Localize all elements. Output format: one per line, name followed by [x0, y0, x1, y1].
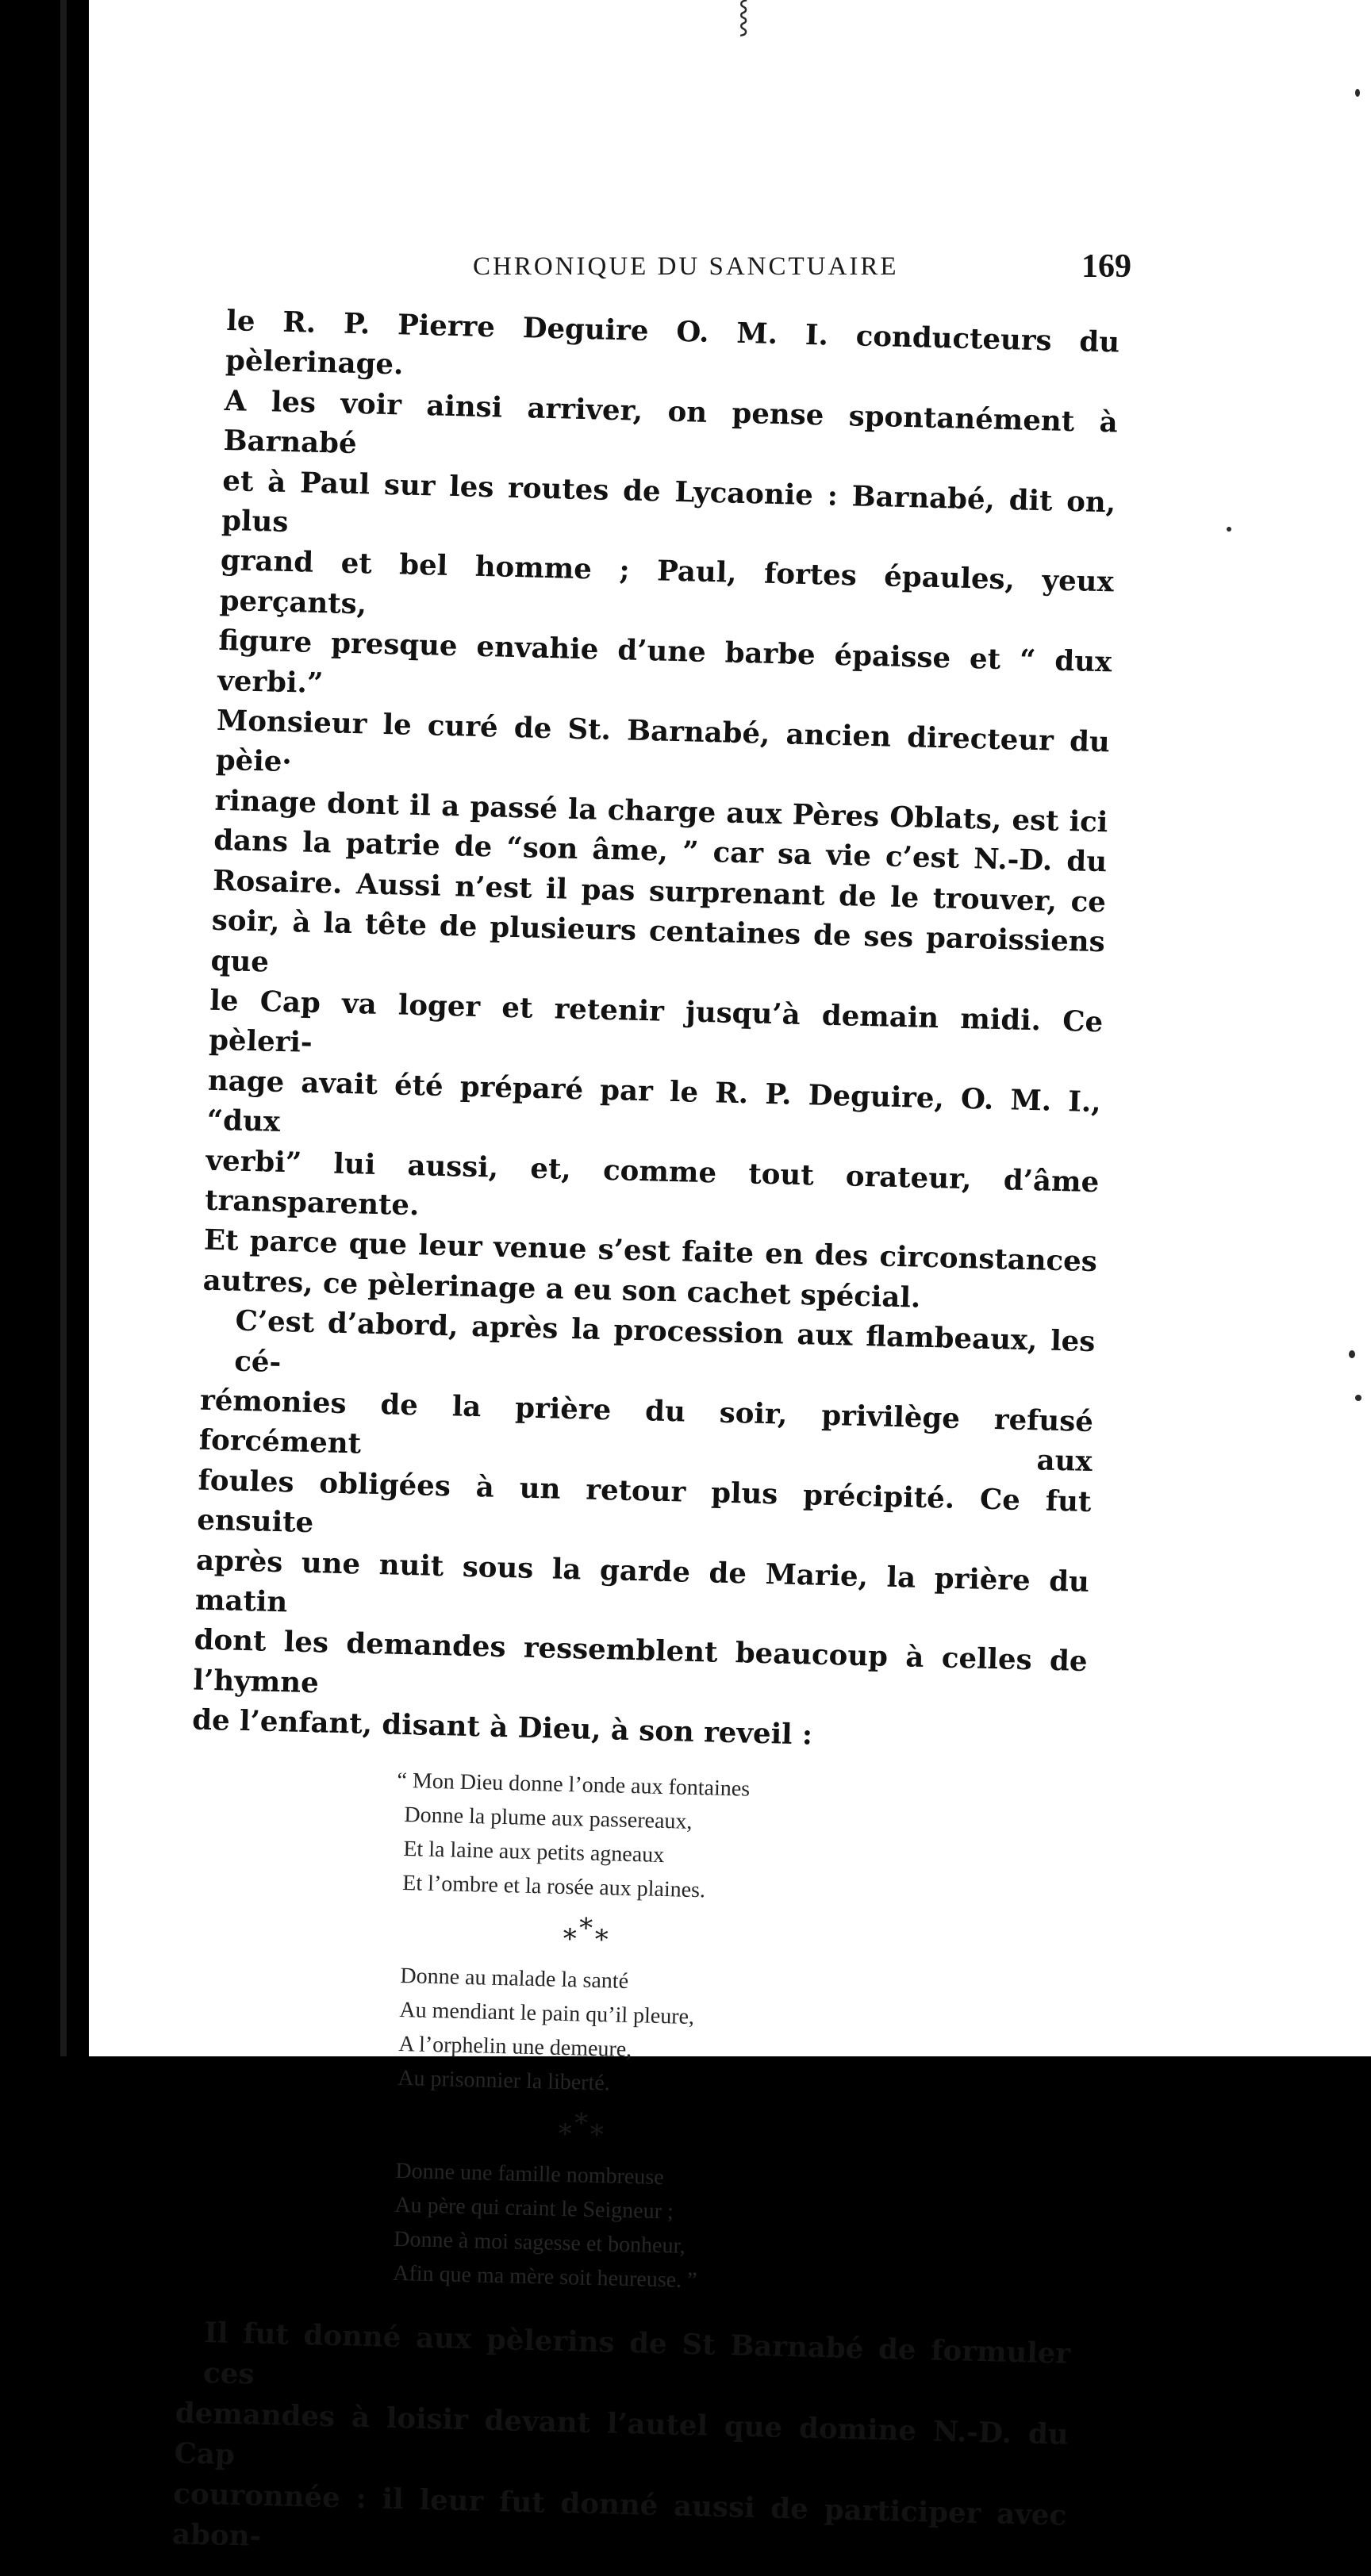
- asterisk: *: [563, 1922, 578, 1956]
- scan-speck: [1355, 1395, 1361, 1401]
- text-line: nage avait été préparé par le R. P. Deguire, O. M. I., “dux: [206, 1064, 1102, 1139]
- text-line: autres, ce pèlerinage a eu son cachet spécial.: [202, 1264, 921, 1315]
- text-line: et à Paul sur les routes de Lycaonie : Barnabé, dit on, plus: [221, 464, 1116, 539]
- page-header: [473, 248, 1131, 300]
- scan-speck: [1227, 527, 1231, 532]
- stanza-2: [390, 1958, 1080, 2111]
- asterisk: *: [558, 2117, 573, 2150]
- text-line: A les voir ainsi arriver, on pense spontanément à Barnabé: [223, 384, 1119, 461]
- running-title: CHRONIQUE DU SANCTUAIRE: [473, 252, 899, 281]
- page-edge-shadow: [60, 0, 67, 2056]
- stanza-1: [394, 1763, 1085, 1916]
- scan-speck: [1349, 1350, 1355, 1358]
- paragraph-1: [202, 301, 1119, 1323]
- text-line: Et parce que leur venue s’est faite en des circonstances: [203, 1223, 1098, 1279]
- hymn-quote: [385, 1763, 1085, 2306]
- asterisk: *: [574, 2107, 589, 2140]
- verse-line: A l’orphelin une demeure,: [398, 2031, 632, 2062]
- scan-speck: [1355, 89, 1360, 97]
- text-line: foules obligées à un retour plus précipité. Ce fut ensuite: [196, 1464, 1092, 1540]
- asterisk: *: [589, 2118, 605, 2151]
- page-number: 169: [1081, 248, 1131, 285]
- paragraph-2: [192, 1301, 1096, 1763]
- asterisk: *: [578, 1912, 593, 1944]
- text-line: Il fut donné aux pèlerins de St Barnabé de formuler ces: [202, 2316, 1071, 2391]
- verse-line: Et l’ombre et la rosée aux plaines.: [401, 1870, 706, 1902]
- text-line: Monsieur le curé de St. Barnabé, ancien directeur du pèie·: [215, 704, 1111, 779]
- body-text: [172, 301, 1120, 2576]
- asterism-divider: [393, 1912, 1081, 1964]
- text-line: grand et bel homme ; Paul, fortes épaules, yeux perçants,: [219, 544, 1115, 621]
- verse-line: Au mendiant le pain qu’il pleure,: [399, 1997, 695, 2029]
- asterism-divider: [388, 2107, 1076, 2159]
- text-line: dont les demandes ressemblent beaucoup à celles de l’hymne: [193, 1623, 1088, 1700]
- verse-line: Et la laine aux petits agneaux: [403, 1836, 665, 1868]
- text-line: de l’enfant, disant à Dieu, à son reveil :: [191, 1703, 813, 1752]
- text-line: le Cap va loger et retenir jusqu’à demain midi. Ce pèleri-: [208, 984, 1104, 1060]
- text-line: rémonies de la prière du soir, privilège refusé forcément aux: [198, 1384, 1094, 1479]
- verse-line: Donne à moi sagesse et bonheur,: [394, 2226, 686, 2259]
- text-line: soir, à la tête de plusieurs centaines de ses paroissiens que: [210, 904, 1106, 979]
- text-line: Rosaire. Aussi n’est il pas surprenant de le trouver, ce: [212, 864, 1107, 919]
- verse-line: Donne la plume aux passereaux,: [404, 1802, 693, 1834]
- verse-line: Donne au malade la santé: [400, 1963, 629, 1994]
- text-line: après une nuit sous la garde de Marie, la prière du matin: [194, 1544, 1090, 1619]
- verse-line: Au père qui craint le Seigneur ;: [394, 2192, 674, 2225]
- scan-artifact-mark: ⸾: [738, 0, 750, 34]
- asterisk: *: [594, 1923, 609, 1956]
- verse-line: Au prisonnier la liberté.: [397, 2065, 611, 2096]
- text-line: figure presque envahie d’une barbe épaisse et “ dux verbi.”: [217, 624, 1112, 700]
- text-line: C’est d’abord, après la procession aux flambeaux, les cé-: [233, 1304, 1096, 1379]
- text-line: rinage dont il a passé la charge aux Pères Oblats, est ici: [214, 784, 1108, 839]
- text-line: le R. P. Pierre Deguire O. M. I. conducteurs du pèlerinage.: [225, 304, 1120, 382]
- verse-line: Afin que ma mère soit heureuse. ”: [392, 2260, 697, 2293]
- stanza-3: [385, 2153, 1075, 2306]
- text-line: verbi” lui aussi, et, comme tout orateur, d’âme transparente.: [204, 1144, 1100, 1223]
- paragraph-3: [172, 2312, 1071, 2576]
- text-line: dans la patrie de “son âme, ” car sa vie c’est N.-D. du: [213, 824, 1108, 879]
- verse-line: “ Mon Dieu donne l’onde aux fontaines: [397, 1768, 751, 1802]
- text-line: couronnée : il leur fut donné aussi de participer avec abon-: [171, 2477, 1067, 2553]
- verse-line: Donne une famille nombreuse: [395, 2158, 665, 2190]
- text-line: demandes à loisir devant l’autel que domine N.-D. du Cap: [174, 2396, 1070, 2471]
